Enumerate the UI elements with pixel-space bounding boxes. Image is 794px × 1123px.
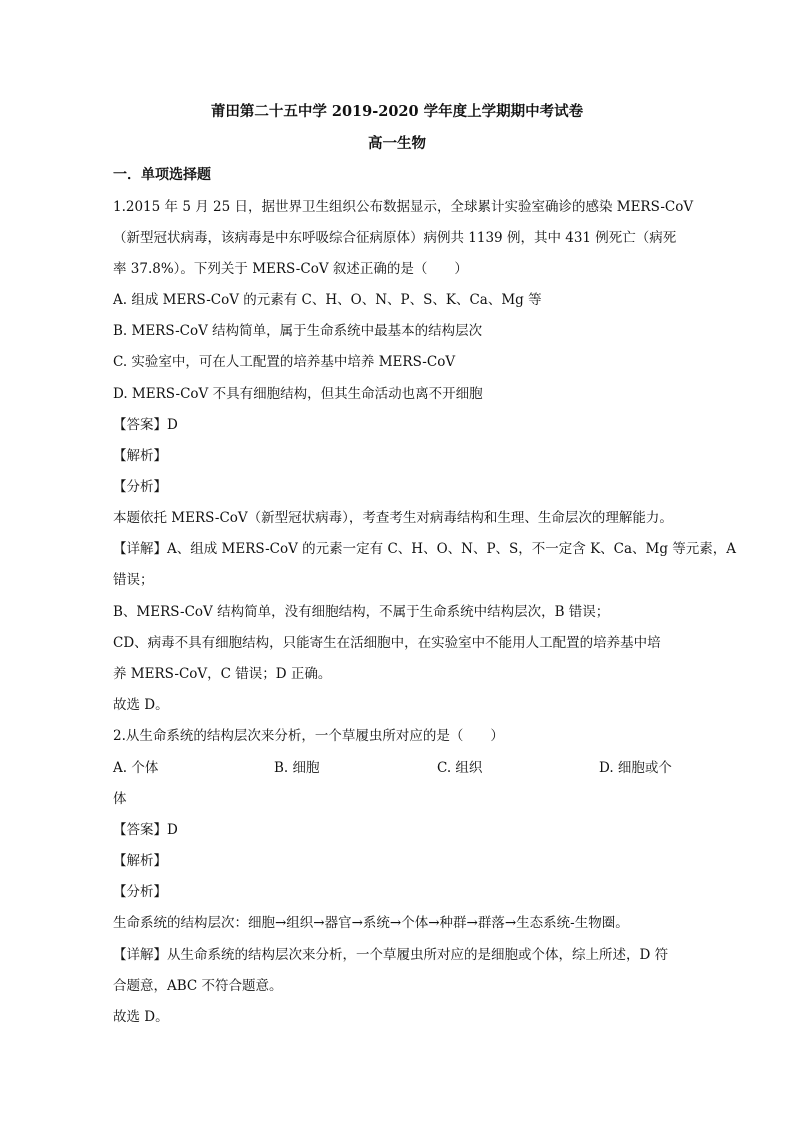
q1-detail-line-1: 【详解】A、组成 MERS-CoV 的元素一定有 C、H、O、N、P、S，不一定含 K、Ca、Mg 等元素，A: [113, 541, 737, 557]
q2-option-c: C. 组织: [437, 760, 483, 776]
q1-option-a: A. 组成 MERS-CoV 的元素有 C、H、O、N、P、S、K、Ca、Mg 等: [113, 292, 542, 308]
q1-detail-line-2: 错误；: [113, 572, 154, 588]
q2-option-a: A. 个体: [113, 760, 159, 776]
q2-fenxi-label: 【分析】: [113, 884, 167, 900]
q2-answer: 【答案】D: [113, 822, 178, 838]
q2-conclusion: 故选 D。: [113, 1009, 169, 1025]
q2-stem: 2.从生命系统的结构层次来分析，一个草履虫所对应的是（ ）: [113, 728, 504, 744]
q2-detail-line-2: 合题意，ABC 不符合题意。: [113, 978, 283, 994]
exam-title: 莆田第二十五中学 2019-2020 学年度上学期期中考试卷: [210, 103, 584, 120]
q2-detail-line-1: 【详解】从生命系统的结构层次来分析，一个草履虫所对应的是细胞或个体，综上所述，D 符: [113, 947, 669, 963]
q1-conclusion: 故选 D。: [113, 697, 169, 713]
q1-option-c: C. 实验室中，可在人工配置的培养基中培养 MERS-CoV: [113, 354, 456, 370]
section-heading: 一．单项选择题: [113, 167, 211, 183]
q1-option-b: B. MERS-CoV 结构简单，属于生命系统中最基本的结构层次: [113, 323, 483, 339]
q1-detail-line-5: 养 MERS-CoV，C 错误；D 正确。: [113, 666, 332, 682]
q1-detail-line-4: CD、病毒不具有细胞结构，只能寄生在活细胞中，在实验室中不能用人工配置的培养基中培: [113, 635, 661, 651]
q1-fenxi-label: 【分析】: [113, 479, 167, 495]
q1-option-d: D. MERS-CoV 不具有细胞结构，但其生命活动也离不开细胞: [113, 386, 483, 402]
q1-detail-line-3: B、MERS-CoV 结构简单，没有细胞结构，不属于生命系统中结构层次，B 错误；: [113, 604, 610, 620]
q2-jiexi-label: 【解析】: [113, 853, 167, 869]
q1-stem-line-1: 1.2015 年 5 月 25 日，据世界卫生组织公布数据显示，全球累计实验室确诊的感染 MERS-CoV: [113, 199, 694, 215]
q2-options-row: [113, 758, 683, 778]
q1-answer: 【答案】D: [113, 417, 178, 433]
q2-option-d-wrap: 体: [113, 791, 127, 807]
q1-jiexi-label: 【解析】: [113, 448, 167, 464]
q1-analysis: 本题依托 MERS-CoV（新型冠状病毒），考查考生对病毒结构和生理、生命层次的理解能力。: [113, 510, 673, 526]
q1-stem-line-2: （新型冠状病毒，该病毒是中东呼吸综合征病原体）病例共 1139 例，其中 431 例死亡（病死: [113, 230, 677, 246]
q1-stem-line-3: 率 37.8%）。下列关于 MERS-CoV 叙述正确的是（ ）: [113, 261, 468, 277]
q2-option-b: B. 细胞: [274, 760, 320, 776]
subject-title: 高一生物: [368, 135, 426, 152]
q2-option-d: D. 细胞或个: [599, 760, 672, 776]
q2-analysis: 生命系统的结构层次：细胞→组织→器官→系统→个体→种群→群落→生态系统-生物圈。: [113, 915, 629, 931]
